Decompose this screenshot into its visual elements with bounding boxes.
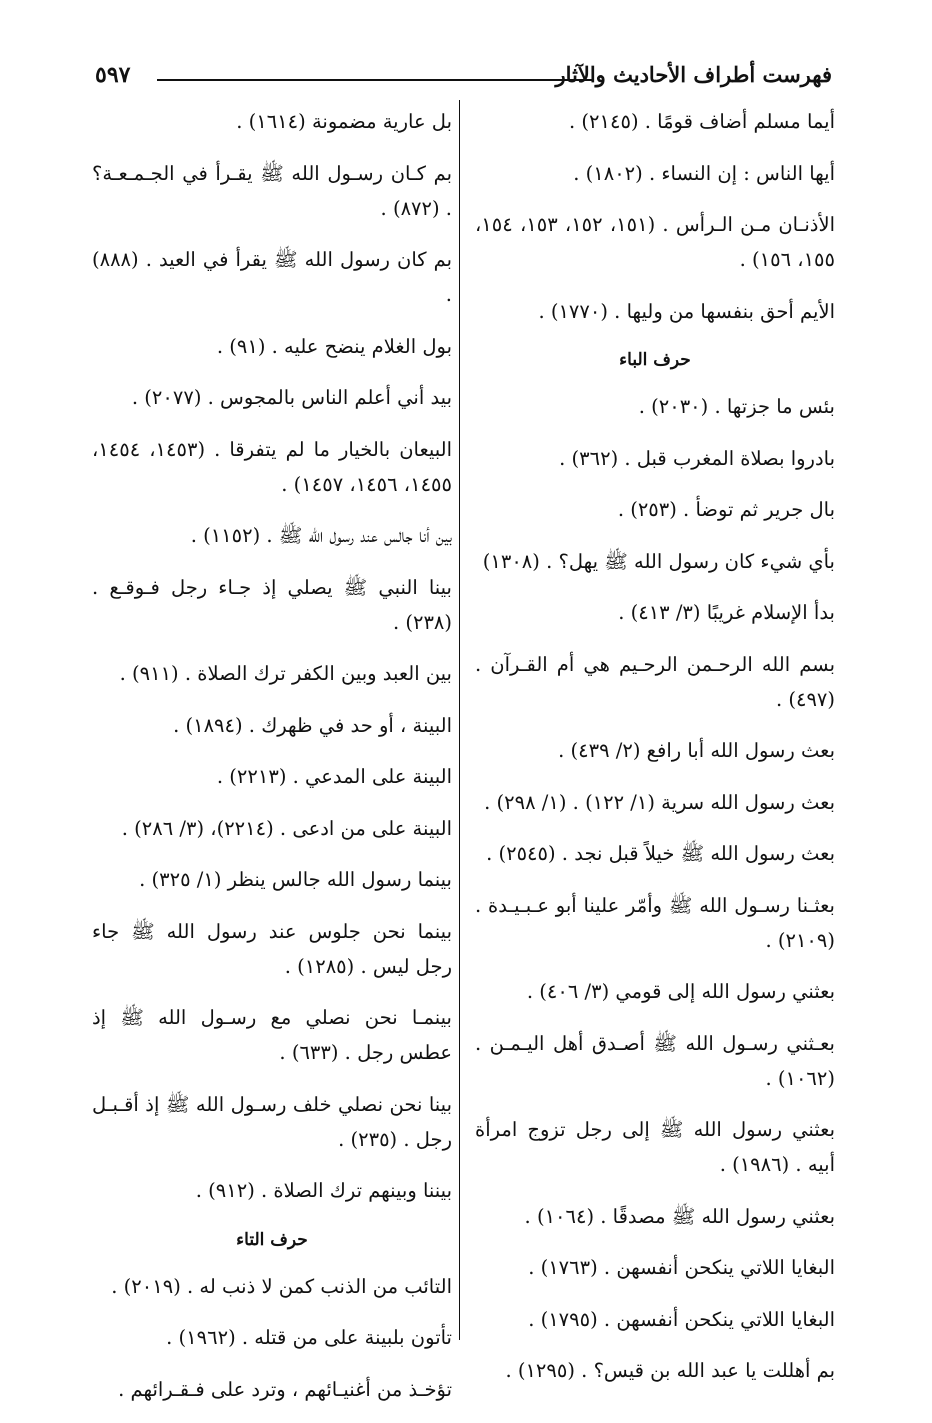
index-entry: التائب من الذنب كمن لا ذنب له . (٢٠١٩) . [111, 1274, 452, 1298]
index-entry: البغايا اللاتي ينكحن أنفسهن . (١٧٩٥) . [528, 1307, 835, 1331]
index-entry: الأذنـان مـن الـرأس . (١٥١، ١٥٢، ١٥٣، ١٥٤، ١٥٥، ١٥٦) . [475, 213, 835, 271]
index-entry: أيها الناس : إن النساء . (١٨٠٢) . [573, 161, 835, 185]
section-heading: حرف التاء [236, 1229, 308, 1250]
index-entry: بسم الله الرحـمن الرحـيم هي أم القـرآن . (٤٩٧) . [475, 652, 835, 711]
right-column [475, 104, 835, 1405]
index-entry: تأتون بلبينة على من قتله . (١٩٦٢) . [166, 1326, 452, 1349]
index-entry: بين أنا جالس عند رسول الله ﷺ . (١١٥٢) . [190, 524, 452, 547]
index-entry: الأيم أحق بنفسها من وليها . (١٧٧٠) . [538, 299, 835, 323]
index-entry: البيعان بالخيار ما لم يتفرقا . (١٤٥٣، ١٤٥٤، ١٤٥٥، ١٤٥٦، ١٤٥٧) . [92, 437, 452, 496]
index-entry: بعث رسول الله أبا رافع (٢/ ٤٣٩) . [558, 739, 835, 762]
index-entry: بئس ما جزتها . (٢٠٣٠) . [638, 395, 835, 418]
running-title: فهرست أطراف الأحاديث والآثار [555, 62, 832, 87]
index-entry: بأي شيء كان رسول الله ﷺ يهل؟ . (١٣٠٨) [482, 549, 835, 573]
index-entry: بين العبد وبين الكفر ترك الصلاة . (٩١١) . [119, 662, 452, 685]
index-entry: أيما مسلم أضاف قومًا . (٢١٤٥) . [569, 110, 835, 133]
index-entry: بم أهللت يا عبد الله بن قيس؟ . (١٢٩٥) . [505, 1359, 835, 1382]
index-entry: بال جرير ثم توضأ . (٢٥٣) . [617, 498, 835, 521]
page-number: ٥٩٧ [95, 62, 131, 88]
index-entry: بعث رسول الله ﷺ خيلاً قبل نجد . (٢٥٤٥) . [486, 842, 835, 865]
left-column [92, 104, 452, 1423]
index-entry: بول الغلام ينضح عليه . (٩١) . [216, 334, 452, 358]
section-heading: حرف الباء [619, 350, 691, 370]
index-entry: بم كان رسول الله ﷺ يقرأ في العيد . (٨٨٨) . [92, 248, 452, 306]
index-entry: بعـثني رسـول الله ﷺ أصـدق أهل اليـمـن . (١٠٦٢) . [475, 1031, 835, 1090]
index-entry: البينة على من ادعى . (٢٢١٤)، (٣/ ٢٨٦) . [121, 816, 452, 840]
index-entry: بدأ الإسلام غريبًا (٣/ ٤١٣) . [618, 601, 835, 624]
index-entry: بينا النبي ﷺ يصلي إذ جـاء رجل فـوقـع . (٢٣٨) . [92, 575, 452, 634]
index-entry: بم كـان رسـول الله ﷺ يقـرأ في الجـمـعـة؟ . (٨٧٢) . [92, 161, 452, 220]
index-entry: بيننا وبينهم ترك الصلاة . (٩١٢) . [195, 1179, 452, 1202]
index-entry: بعثني رسول الله إلى قومي (٣/ ٤٠٦) . [526, 980, 835, 1003]
index-entry: بعثني رسول الله ﷺ مصدقًا . (١٠٦٤) . [524, 1204, 835, 1228]
column-divider [459, 100, 460, 1340]
index-entry: بينمـا نحن نصلي مع رسـول الله ﷺ إذ عطس رجل . (٦٣٣) . [92, 1006, 452, 1064]
index-entry: البغايا اللاتي ينكحن أنفسهن . (١٧٦٣) . [528, 1256, 835, 1279]
index-entry: بعث رسول الله سرية (١/ ١٢٢) . (١/ ٢٩٨) . [484, 790, 835, 814]
index-entry: بينما رسول الله جالس ينظر (١/ ٣٢٥) . [139, 868, 452, 891]
index-entry: بيد أني أعلم الناس بالمجوس . (٢٠٧٧) . [131, 386, 452, 409]
index-entry: تؤخـذ من أغنيـائهم ، وترد على فـقـرائهم . [118, 1377, 452, 1401]
page-header [95, 60, 832, 96]
index-entry: بل عارية مضمونة (١٦١٤) . [236, 110, 452, 133]
index-entry: بعثـنا رسـول الله ﷺ وأمّر علينا أبو عـبـيـدة . (٢١٠٩) . [475, 893, 835, 952]
index-entry: بعثني رسول الله ﷺ إلى رجل تزوج امرأة أبيه . (١٩٨٦) . [475, 1118, 835, 1176]
index-entry: بينما نحن جلوس عند رسول الله ﷺ جاء رجل ليس . (١٢٨٥) . [92, 919, 452, 978]
index-entry: بادروا بصلاة المغرب قبل . (٣٦٢) . [559, 446, 835, 470]
header-rule [157, 79, 594, 81]
index-entry: بينا نحن نصلي خلف رسـول الله ﷺ إذ أقـبـل رجل . (٢٣٥) . [92, 1092, 452, 1151]
index-entry: البينة على المدعي . (٢٢١٣) . [216, 765, 452, 788]
index-entry: البينة ، أو حد في ظهرك . (١٨٩٤) . [173, 713, 452, 737]
